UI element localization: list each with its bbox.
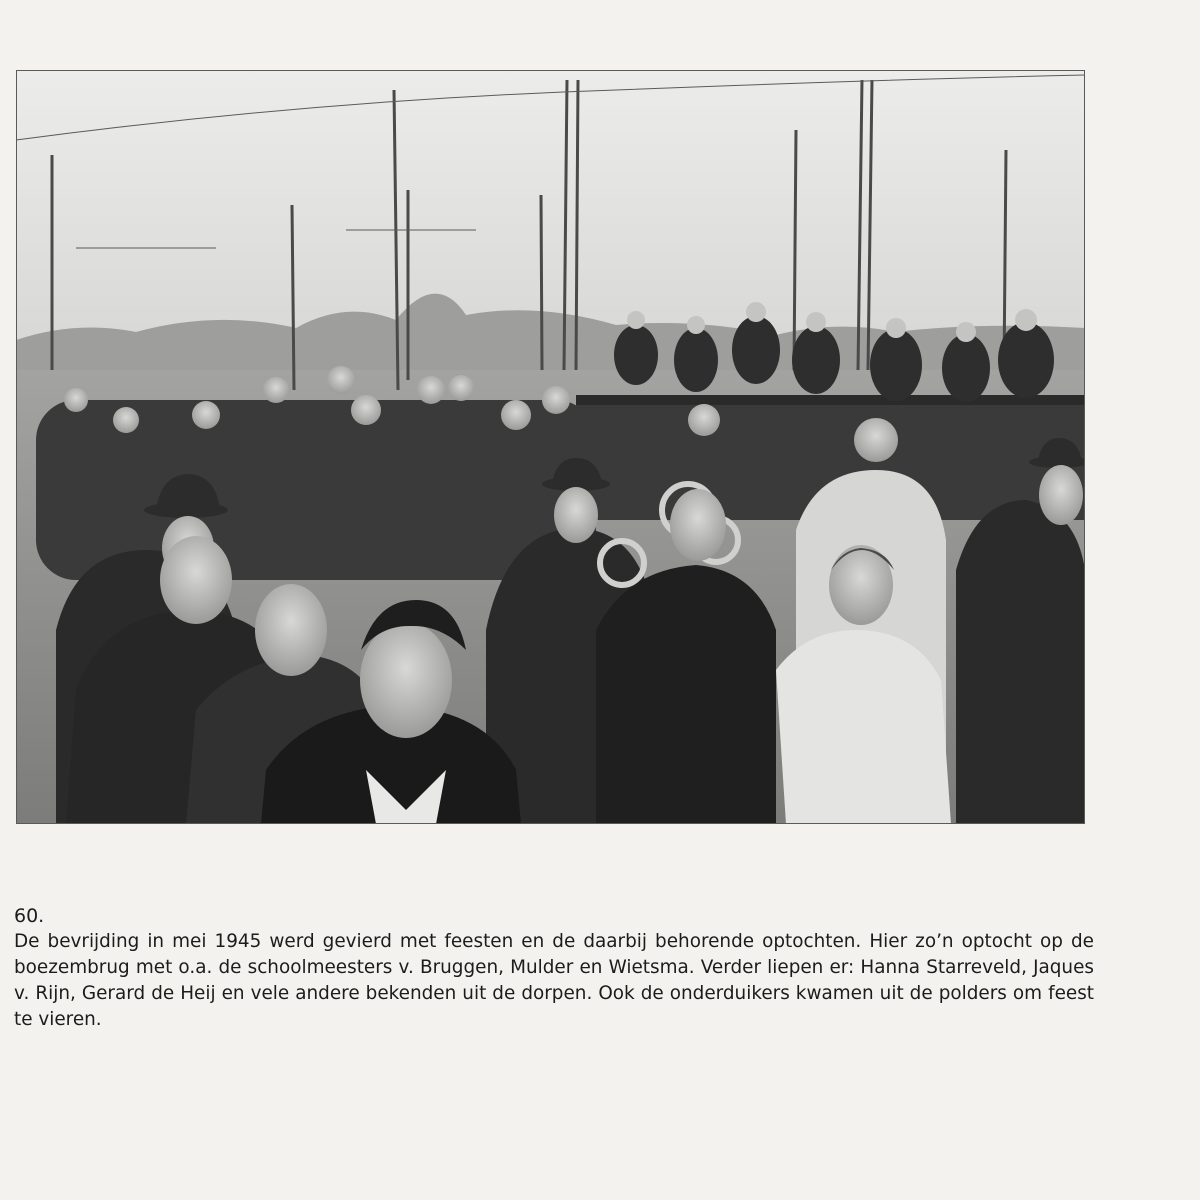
parade-photograph bbox=[16, 70, 1085, 824]
figure-number: 60. bbox=[14, 905, 45, 927]
parade-photo-illustration bbox=[16, 70, 1085, 824]
figure-caption bbox=[14, 903, 1094, 1033]
caption-text: De bevrijding in mei 1945 werd gevierd met feesten en de daarbij behorende optochten. Hier zo’n optocht op de boezembrug met o.a. de schoolmeesters v. Bruggen, Mulder en Wietsma. Verder liepen er: Hanna Starreveld, Jaques v. Rijn, Gerard de Heij en vele andere bekenden uit de dorpen. Ook de onderduikers kwamen uit de polders om feest te vieren. bbox=[14, 931, 1094, 1030]
